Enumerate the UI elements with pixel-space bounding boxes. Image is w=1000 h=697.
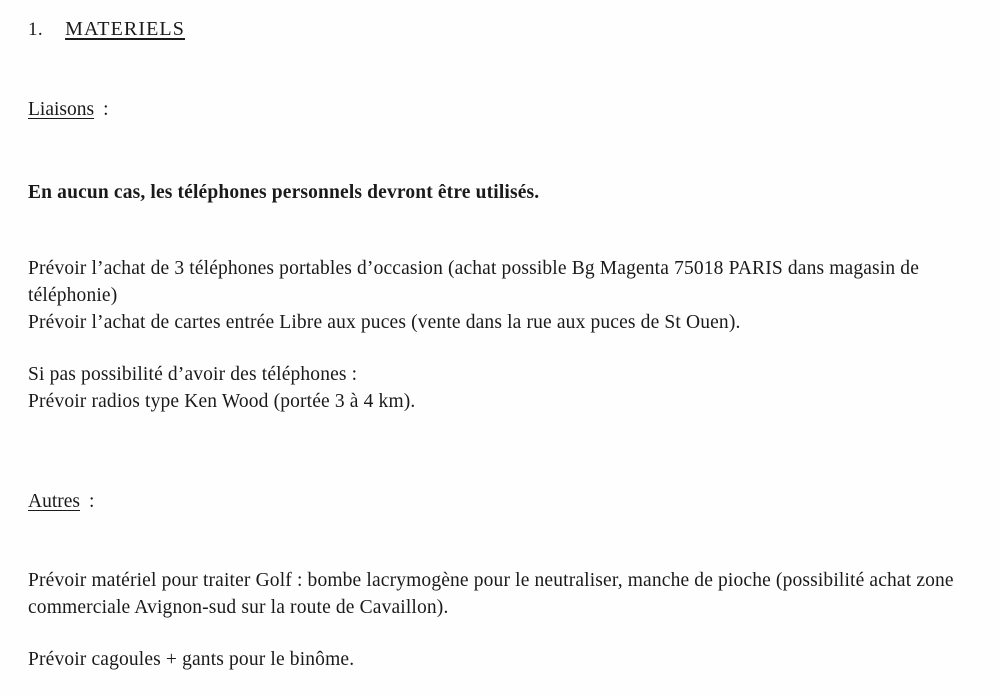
liaisons-paragraph-4: Prévoir radios type Ken Wood (portée 3 à 4 km). — [28, 391, 416, 412]
section-heading-title: MATERIELS — [65, 18, 185, 40]
subsection-label-liaisons-colon: : — [103, 99, 109, 120]
liaisons-bold-notice: En aucun cas, les téléphones personnels devront être utilisés. — [28, 182, 540, 203]
subsection-label-liaisons-text: Liaisons — [28, 99, 95, 120]
liaisons-paragraph-1: Prévoir l’achat de 3 téléphones portables d’occasion (achat possible Bg Magenta 75018 PARIS dans magasin de téléphonie) — [28, 258, 919, 306]
autres-paragraph-2: Prévoir cagoules + gants pour le binôme. — [28, 649, 355, 670]
subsection-label-autres — [28, 491, 94, 513]
subsection-label-autres-text: Autres — [28, 491, 80, 512]
liaisons-paragraph-2: Prévoir l’achat de cartes entrée Libre aux puces (vente dans la rue aux puces de St Ouen). — [28, 312, 741, 333]
subsection-label-autres-colon: : — [89, 491, 95, 512]
section-heading — [28, 18, 185, 41]
section-heading-number: 1. — [28, 19, 44, 40]
liaisons-paragraph-3: Si pas possibilité d’avoir des téléphones : — [28, 364, 358, 385]
autres-paragraph-1: Prévoir matériel pour traiter Golf : bombe lacrymogène pour le neutraliser, manche de pioche (possibilité achat zone commerciale Avignon-sud sur la route de Cavaillon). — [28, 570, 954, 618]
subsection-label-liaisons — [28, 99, 109, 121]
